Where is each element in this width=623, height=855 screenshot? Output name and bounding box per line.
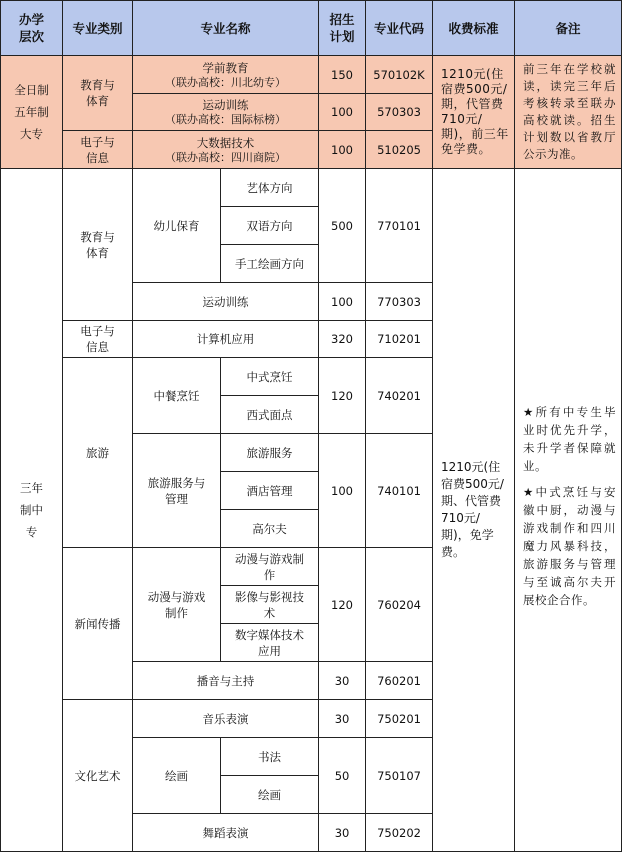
enroll-count: 500 bbox=[319, 169, 366, 283]
enroll-count: 120 bbox=[319, 358, 366, 434]
table-row bbox=[1, 169, 622, 207]
major-code: 570303 bbox=[366, 94, 433, 131]
enroll-count: 150 bbox=[319, 56, 366, 94]
enroll-count: 100 bbox=[319, 434, 366, 548]
header-level: 办学层次 bbox=[1, 1, 63, 56]
enroll-count: 100 bbox=[319, 131, 366, 169]
major-animation: 动漫与游戏制作 bbox=[133, 548, 221, 662]
direction-bilingual: 双语方向 bbox=[221, 207, 319, 245]
major-code: 740201 bbox=[366, 358, 433, 434]
major-code: 750107 bbox=[366, 738, 433, 814]
enroll-count: 120 bbox=[319, 548, 366, 662]
major-name: 运动训练 bbox=[202, 98, 249, 112]
major-code: 770303 bbox=[366, 283, 433, 321]
three-year-fee: 1210元(住宿费500元/期、代管费710元/期)，免学费。 bbox=[433, 169, 515, 852]
major-childcare: 幼儿保育 bbox=[133, 169, 221, 283]
major-code: 760201 bbox=[366, 662, 433, 700]
enroll-count: 320 bbox=[319, 321, 366, 358]
major-painting: 绘画 bbox=[133, 738, 221, 814]
major-tourism-service: 旅游服务与管理 bbox=[133, 434, 221, 548]
category-edu-sport: 教育与体育 bbox=[63, 169, 133, 321]
five-year-fee: 1210元(住宿费500元/期，代管费710元/期)，前三年免学费。 bbox=[433, 56, 515, 169]
header-major-name: 专业名称 bbox=[133, 1, 319, 56]
direction-travel-service: 旅游服务 bbox=[221, 434, 319, 472]
major-code: 570102K bbox=[366, 56, 433, 94]
header-remarks: 备注 bbox=[515, 1, 622, 56]
three-year-remarks bbox=[515, 169, 622, 852]
enroll-count: 30 bbox=[319, 814, 366, 852]
major-preschool-education bbox=[133, 56, 319, 94]
enroll-count: 30 bbox=[319, 700, 366, 738]
partner-college: （联办高校：川北幼专） bbox=[165, 75, 286, 89]
direction-animation-game: 动漫与游戏制作 bbox=[221, 548, 319, 586]
major-code: 760204 bbox=[366, 548, 433, 662]
five-year-category-electronic: 电子与信息 bbox=[63, 131, 133, 169]
partner-college: （联办高校：四川商院） bbox=[165, 150, 286, 164]
direction-handcraft: 手工绘画方向 bbox=[221, 245, 319, 283]
category-arts: 文化艺术 bbox=[63, 700, 133, 852]
enroll-count: 50 bbox=[319, 738, 366, 814]
major-sports-training-3y: 运动训练 bbox=[133, 283, 319, 321]
major-code: 770101 bbox=[366, 169, 433, 283]
major-sports-training bbox=[133, 94, 319, 131]
major-name: 学前教育 bbox=[202, 60, 249, 75]
direction-calligraphy: 书法 bbox=[221, 738, 319, 776]
direction-chinese-cooking: 中式烹饪 bbox=[221, 358, 319, 396]
five-year-category-edu: 教育与体育 bbox=[63, 56, 133, 131]
enroll-count: 30 bbox=[319, 662, 366, 700]
major-dance: 舞蹈表演 bbox=[133, 814, 319, 852]
five-year-level: 全日制五年制大专 bbox=[1, 56, 63, 169]
major-name: 大数据技术 bbox=[196, 135, 255, 150]
header-enroll: 招生计划 bbox=[319, 1, 366, 56]
direction-arts: 艺体方向 bbox=[221, 169, 319, 207]
major-cuisine: 中餐烹饪 bbox=[133, 358, 221, 434]
partner-college: （联办高校：国际标榜） bbox=[165, 113, 286, 126]
direction-digital-media: 数字媒体技术应用 bbox=[221, 624, 319, 662]
header-code: 专业代码 bbox=[366, 1, 433, 56]
five-year-remarks: 前三年在学校就读，读完三年后考核转录至联办高校就读。招生计划数以省教厅公示为准。 bbox=[515, 56, 622, 169]
major-code: 510205 bbox=[366, 131, 433, 169]
three-year-level: 三年制中专 bbox=[1, 169, 63, 852]
category-electronic: 电子与信息 bbox=[63, 321, 133, 358]
direction-western-pastry: 西式面点 bbox=[221, 396, 319, 434]
category-media: 新闻传播 bbox=[63, 548, 133, 700]
major-broadcast: 播音与主持 bbox=[133, 662, 319, 700]
header-category: 专业类别 bbox=[63, 1, 133, 56]
major-code: 710201 bbox=[366, 321, 433, 358]
major-computer: 计算机应用 bbox=[133, 321, 319, 358]
major-music: 音乐表演 bbox=[133, 700, 319, 738]
major-code: 750201 bbox=[366, 700, 433, 738]
table-row bbox=[1, 56, 622, 94]
enroll-count: 100 bbox=[319, 283, 366, 321]
direction-golf: 高尔夫 bbox=[221, 510, 319, 548]
table-header-row bbox=[1, 1, 622, 56]
direction-film-tech: 影像与影视技术 bbox=[221, 586, 319, 624]
major-big-data bbox=[133, 131, 319, 169]
major-code: 740101 bbox=[366, 434, 433, 548]
header-fee: 收费标准 bbox=[433, 1, 515, 56]
remark-2: ★中式烹饪与安徽中厨，动漫与游戏制作和四川魔力风暴科技，旅游服务与管理与至诚高尔夫开展校企合作。 bbox=[523, 485, 617, 607]
enroll-count: 100 bbox=[319, 94, 366, 131]
category-tourism: 旅游 bbox=[63, 358, 133, 548]
major-code: 750202 bbox=[366, 814, 433, 852]
direction-hotel-management: 酒店管理 bbox=[221, 472, 319, 510]
remark-1: ★所有中专生毕业时优先升学，未升学者保障就业。 bbox=[523, 405, 617, 473]
direction-painting: 绘画 bbox=[221, 776, 319, 814]
